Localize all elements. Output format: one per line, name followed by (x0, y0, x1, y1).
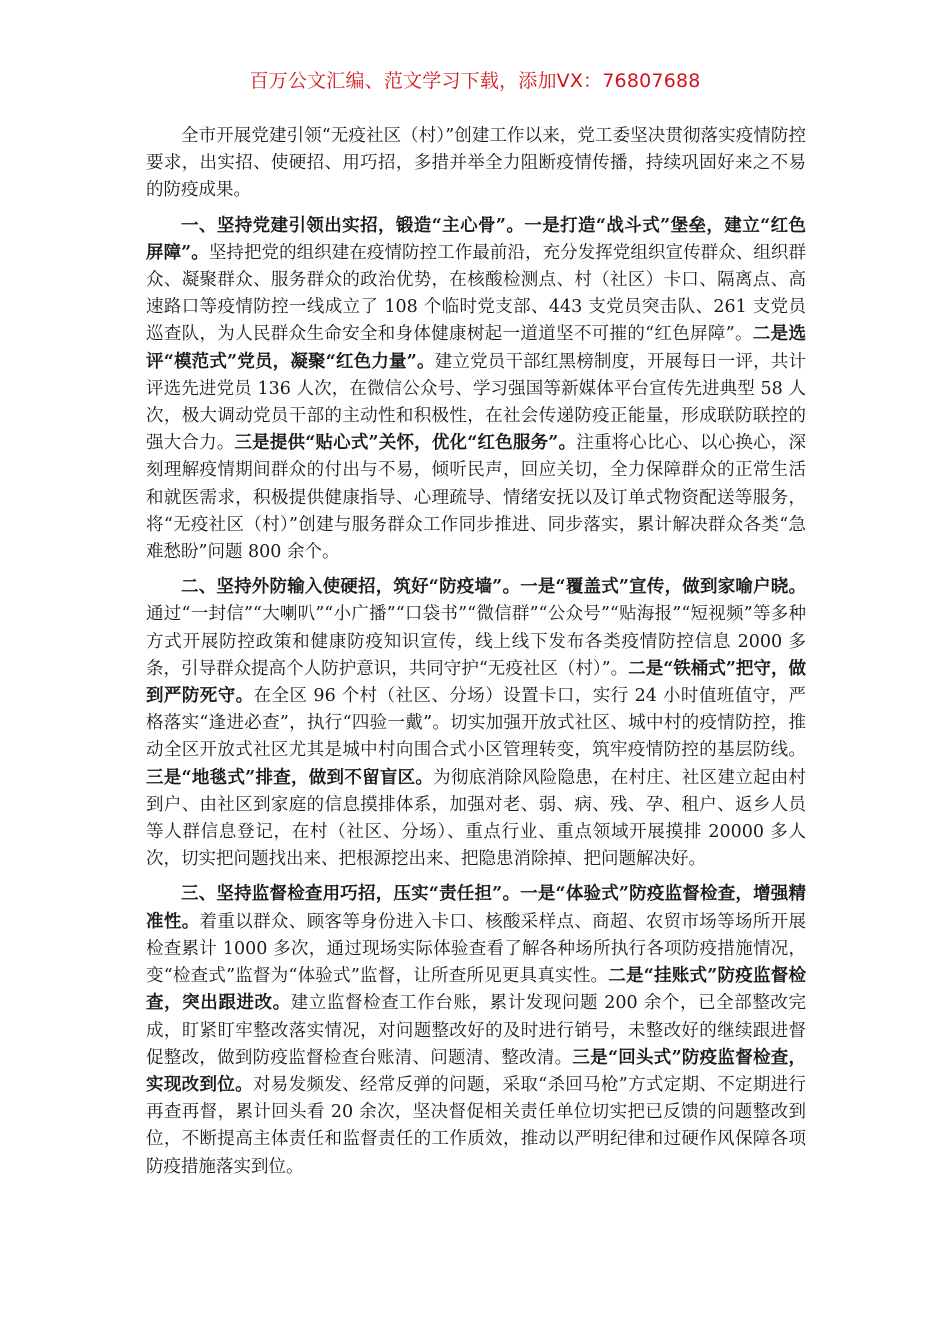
paragraph-text: 注重将心比心、以心换心，深刻理解疫情期间群众的付出与不易，倾听民声，回应关切，全力保障群众的正常生活和就医需求，积极提供健康指导、心理疏导、情绪安抚以及订单式物资配送等服务，将“无疫社区（村）”创建与服务群众工作同步推进、同步落实，累计解决群众各类“急难愁盼”问题 800 余个。 (146, 433, 807, 563)
subsection-heading: 三是“回头式”防疫监督检查，实现改到位。 (146, 1047, 807, 1095)
paragraph-text: 着重以群众、顾客等身份进入卡口、核酸采样点、商超、农贸市场等场所开展检查累计 1000 多次，通过现场实际体验查看了解各种场所执行各项防疫措施情况，变“检查式”监督为“体验式”监督，让所查所见更具真实性。 (146, 911, 807, 987)
paragraph-text: 全市开展党建引领“无疫社区（村）”创建工作以来，党工委坚决贯彻落实疫情防控要求，出实招、使硬招、用巧招，多措并举全力阻断疫情传播，持续巩固好来之不易的防疫成果。 (146, 126, 806, 201)
paragraph-text: 建立监督检查工作台账，累计发现问题 200 余个，已全部整改完成，盯紧盯牢整改落实情况，对问题整改好的及时进行销号，未整改好的继续跟进督促整改，做到防疫监督检查台账清、问题清、整改清。 (146, 993, 807, 1068)
paragraph-section-1 (146, 213, 806, 567)
section-heading: 三、坚持监督检查用巧招，压实“责任担”。一是“体验式”防疫监督检查，增强精准性。 (146, 884, 806, 932)
subsection-heading: 二是“挂账式”防疫监督检查，突出跟进改。 (146, 966, 806, 1014)
subsection-heading: 三是提供“贴心式”关怀，优化“红色服务”。 (234, 433, 577, 454)
paragraph-text: 在全区 96 个村（社区、分场）设置卡口，实行 24 小时值班值守，严格落实“逢进必查”，执行“四验一戴”。切实加强开放式社区、城中村的疫情防控，推动全区开放式社区尤其是城中村向围合式小区管理转变，筑牢疫情防控的基层防线。 (146, 686, 806, 761)
paragraph-section-3 (146, 881, 806, 1180)
subsection-heading: 三是“地毯式”排查，做到不留盲区。 (146, 767, 434, 788)
section-heading: 一、坚持党建引领出实招，锻造“主心骨”。一是打造“战斗式”堡垒，建立“红色屏障”。 (146, 215, 806, 263)
section-heading: 二、坚持外防输入使硬招，筑好“防疫墙”。一是“覆盖式”宣传，做到家喻户晓。 (181, 577, 806, 598)
header-notice: 百万公文汇编、范文学习下载，添加VX：76807688 (249, 70, 701, 92)
paragraph-section-2 (146, 574, 806, 873)
document-body (146, 123, 806, 1181)
subsection-heading: 二是选评“模范式”党员，凝聚“红色力量”。 (146, 324, 807, 372)
subsection-heading: 二是“铁桶式”把守，做到严防死守。 (146, 658, 806, 707)
paragraph-text: 对易发频发、经常反弹的问题，采取“杀回马枪”方式定期、不定期进行再查再督，累计回头看 20 余次，坚决督促相关责任单位切实把已反馈的问题整改到位，不断提高主体责任和监督责任的工作质效，推动以严明纪律和过硬作风保障各项防疫措施落实到位。 (146, 1074, 806, 1177)
paragraph-text: 为彻底消除风险隐患，在村庄、社区建立起由村到户、由社区到家庭的信息摸排体系，加强对老、弱、病、残、孕、租户、返乡人员等人群信息登记，在村（社区、分场）、重点行业、重点领域开展摸排 20000 多人次，切实把问题找出来、把根源挖出来、把隐患消除掉、把问题解决好。 (146, 767, 806, 870)
paragraph-intro (146, 123, 806, 205)
paragraph-text: 通过“一封信”“大喇叭”“小广播”“口袋书”“微信群”“公众号”“贴海报”“短视频”等多种方式开展防控政策和健康防疫知识宣传，线上线下发布各类疫情防控信息 2000 多条，引导群众提高个人防护意识，共同守护“无疫社区（村）”。 (146, 604, 806, 679)
paragraph-text: 建立党员干部红黑榜制度，开展每日一评，共计评选先进党员 136 人次，在微信公众号、学习强国等新媒体平台宣传先进典型 58 人次，极大调动党员干部的主动性和积极性，在社会传递防疫正能量，形成联防联控的强大合力。 (146, 351, 807, 454)
paragraph-text: 坚持把党的组织建在疫情防控工作最前沿，充分发挥党组织宣传群众、组织群众、凝聚群众、服务群众的政治优势，在核酸检测点、村（社区）卡口、隔离点、高速路口等疫情防控一线成立了 108 个临时党支部、443 支党员突击队、261 支党员巡查队，为人民群众生命安全和身体健康树起一道道坚不可摧的“红色屏障”。 (146, 242, 806, 345)
